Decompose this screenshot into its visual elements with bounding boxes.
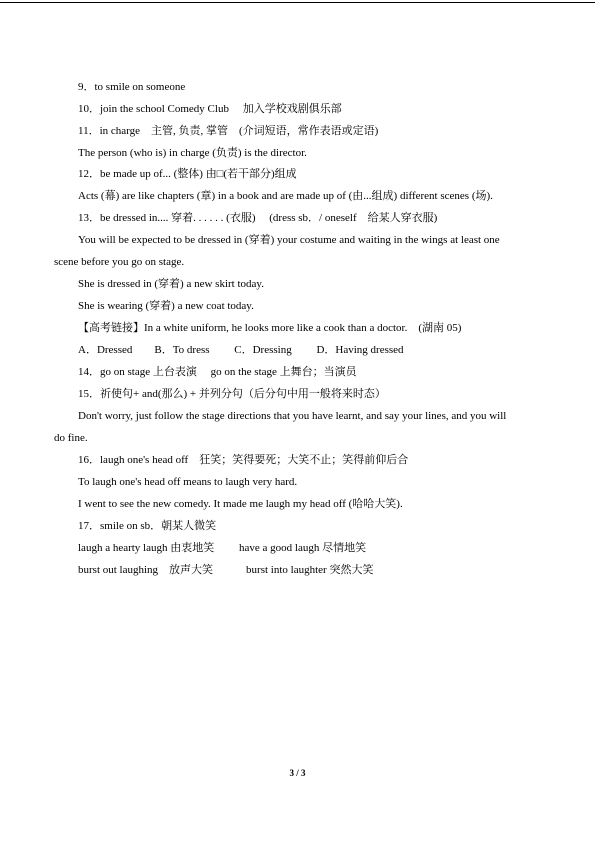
laugh-phrases-2: burst out laughing 放声大笑 burst into laughter 突然大笑 (78, 564, 374, 576)
example-imperative-cont: do fine. (54, 432, 88, 444)
example-made-up-of: Acts (幕) are like chapters (章) in a book and are made up of (由...组成) different scenes (场). (78, 190, 493, 202)
example-dressed-in-1: You will be expected to be dressed in (穿着) your costume and waiting in the wings at least one (78, 234, 500, 246)
example-dressed-in-2: She is dressed in (穿着) a new skirt today. (78, 278, 264, 290)
laugh-phrases-1: laugh a hearty laugh 由衷地笑 have a good laugh 尽情地笑 (78, 542, 367, 554)
item-11: 11．in charge 主管, 负责, 掌管 (介词短语，常作表语或定语) (78, 125, 379, 137)
exam-link-question: 【高考链接】In a white uniform, he looks more like a cook than a doctor. (湖南 05) (78, 322, 462, 334)
example-wearing: She is wearing (穿着) a new coat today. (78, 300, 254, 312)
item-14: 14．go on stage 上台表演 go on the stage 上舞台；当演员 (78, 366, 357, 378)
item-16: 16．laugh one's head off 狂笑；笑得要死；大笑不止；笑得前仰后合 (78, 454, 409, 466)
example-head-off-1: To laugh one's head off means to laugh very hard. (78, 476, 298, 488)
item-17: 17．smile on sb．朝某人微笑 (78, 520, 217, 532)
item-13: 13．be dressed in.... 穿着. . . . . . (衣服) (dress sb．/ oneself 给某人穿衣服) (78, 212, 438, 224)
example-in-charge: The person (who is) in charge (负责) is the director. (78, 147, 307, 159)
example-head-off-2: I went to see the new comedy. It made me laugh my head off (哈哈大笑). (78, 498, 403, 510)
item-10: 10．join the school Comedy Club 加入学校戏剧俱乐部 (78, 103, 342, 115)
exam-link-options: A．Dressed B．To dress C．Dressing D．Having dressed (78, 344, 404, 356)
item-12: 12．be made up of... (整体) 由□(若干部分)组成 (78, 168, 297, 180)
example-imperative: Don't worry, just follow the stage directions that you have learnt, and say your lines, and you will (78, 410, 507, 422)
item-15: 15．祈使句+ and(那么) + 并列分句（后分句中用一般将来时态） (78, 388, 386, 400)
item-9: 9．to smile on someone (78, 81, 186, 93)
page-number: 3 / 3 (289, 768, 306, 778)
top-rule (0, 2, 595, 3)
example-dressed-in-1-cont: scene before you go on stage. (54, 256, 185, 268)
